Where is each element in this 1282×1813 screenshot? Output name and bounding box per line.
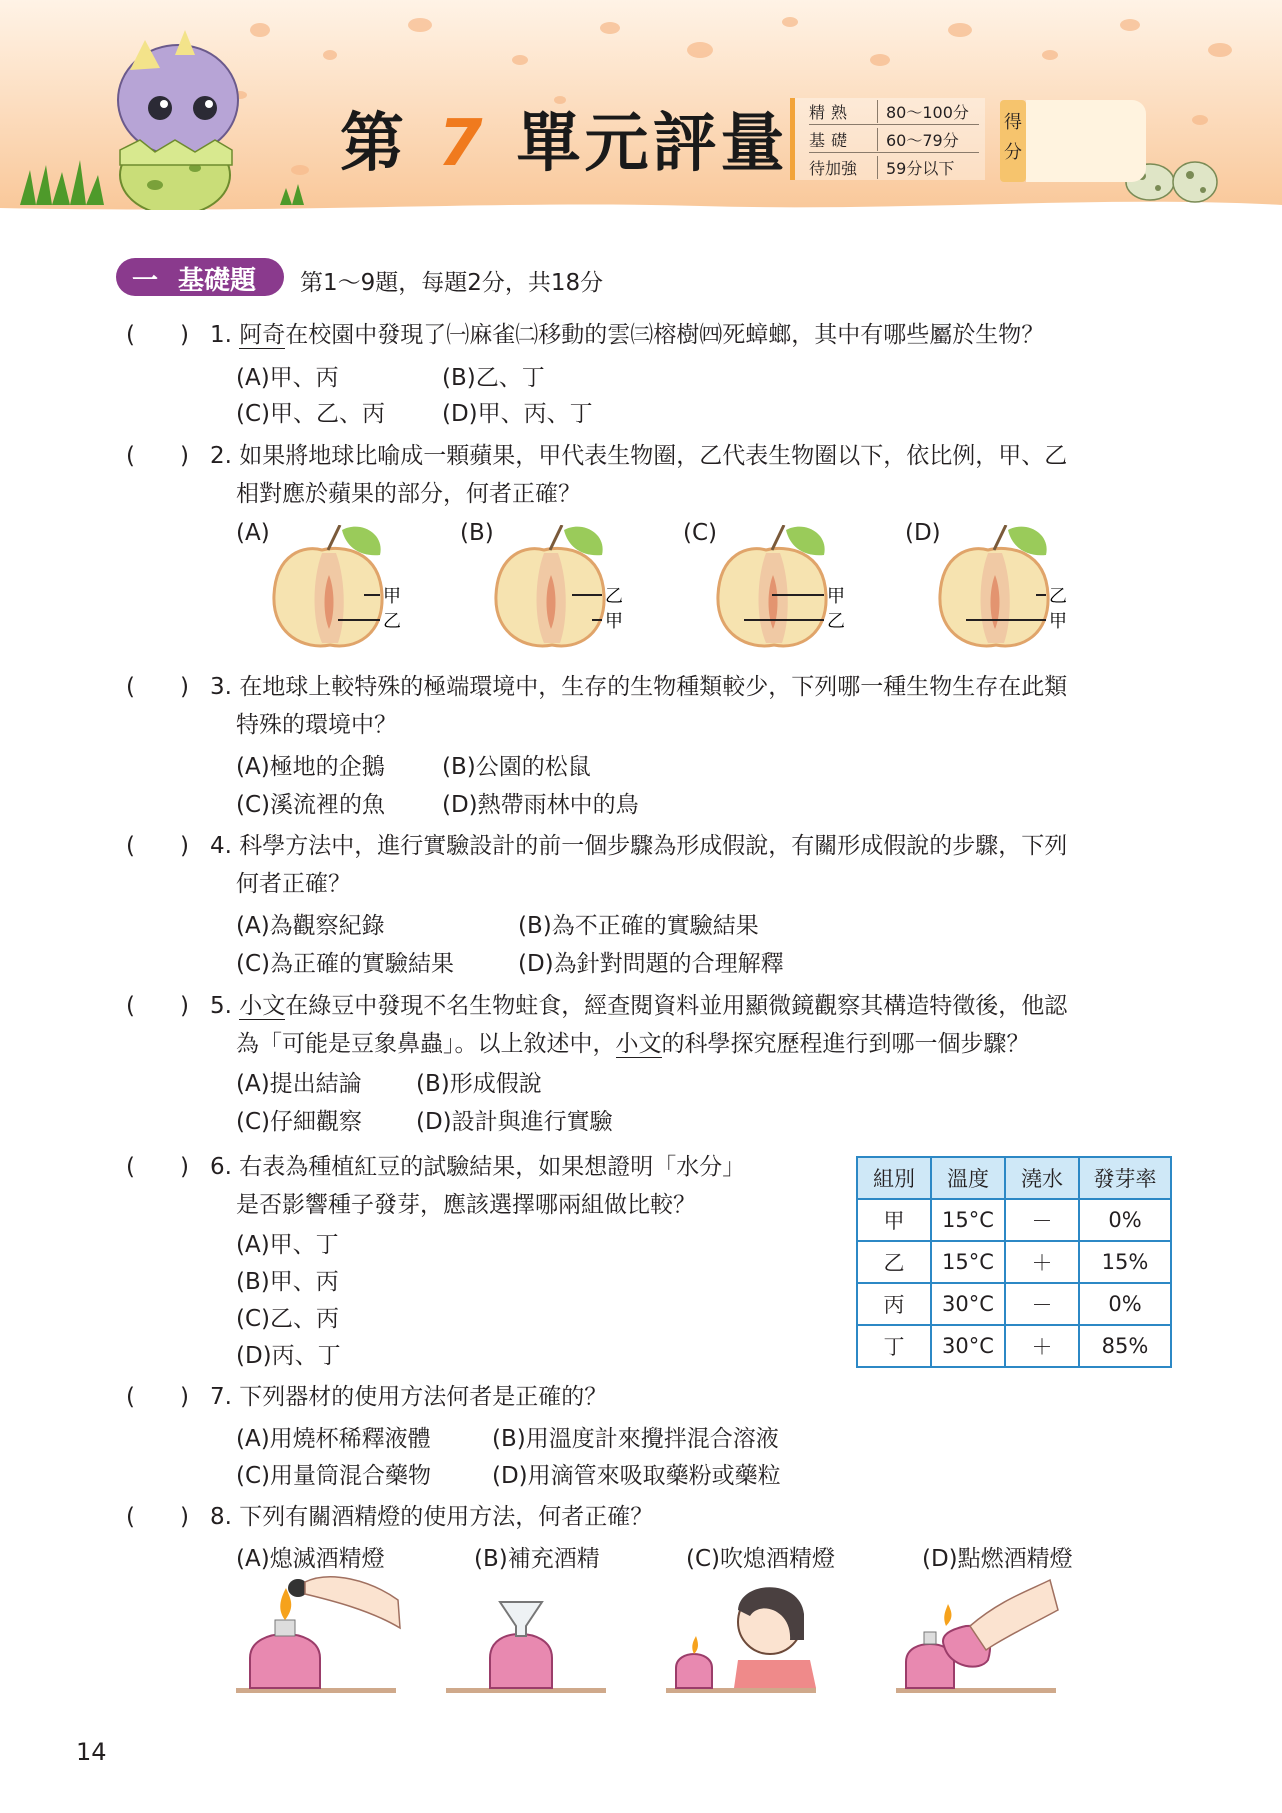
grade-row [809,156,979,180]
grade-scale [790,98,985,180]
option[interactable]: (D)點燃酒精燈 [922,1546,1073,1572]
question-1: ( ) 1. 阿奇在校園中發現了㈠麻雀㈡移動的雲㈢榕樹㈣死蟑螂，其中有哪些屬於生物？ [126,322,1045,348]
table-cell: 乙 [857,1241,931,1283]
option[interactable]: (B)用溫度計來攪拌混合溶液 [492,1426,779,1452]
option[interactable]: (A) [236,520,270,546]
table-row [857,1283,1171,1325]
apple-label: 甲 [383,586,401,607]
table-header: 澆水 [1005,1157,1079,1199]
page-number: 14 [76,1738,107,1766]
table-row [857,1199,1171,1241]
table-cell: ＋ [1005,1241,1079,1283]
question-text: 如果將地球比喻成一顆蘋果，甲代表生物圈，乙代表生物圈以下，依比例，甲、乙 [239,443,1068,469]
question-text-line2: 相對應於蘋果的部分，何者正確？ [236,481,581,507]
option[interactable]: (A)用燒杯稀釋液體 [236,1426,431,1452]
option[interactable]: (C)用量筒混合藥物 [236,1463,432,1489]
apple-label: 乙 [1049,586,1067,607]
question-text: 右表為種植紅豆的試驗結果，如果想證明「水分」 [239,1154,746,1180]
option[interactable]: (B)形成假說 [416,1071,542,1097]
person-name: 阿奇 [239,322,286,348]
apple-label: 乙 [383,611,401,632]
option[interactable]: (B)公園的松鼠 [442,754,591,780]
alcohol-lamp-illustrations [230,1570,1130,1705]
question-number: 1. [210,322,232,348]
option[interactable]: (C)吹熄酒精燈 [686,1546,836,1572]
question-7: ( ) 7. 下列器材的使用方法何者是正確的？ [126,1384,608,1410]
score-label: 得分 [1000,100,1026,182]
table-cell: － [1005,1283,1079,1325]
option[interactable]: (C)溪流裡的魚 [236,792,386,818]
option[interactable]: (B)補充酒精 [474,1546,600,1572]
grade-level: 待加強 [809,159,858,178]
table-header-row [857,1157,1171,1199]
question-6: ( ) 6. 右表為種植紅豆的試驗結果，如果想證明「水分」 是否影響種子發芽，應該選擇哪兩組做比較？ [118,1148,838,1224]
option[interactable]: (C) [683,520,718,546]
apple-label: 甲 [605,611,623,632]
apple-label: 乙 [827,611,845,632]
title-suffix: 單元評量 [516,107,789,181]
table-row [857,1325,1171,1367]
unit-number: 7 [438,107,487,181]
table-cell: － [1005,1199,1079,1241]
apple-a [274,525,401,646]
section-note: 第1～9題，每題2分，共18分 [300,270,604,296]
question-text-line2: 是否影響種子發芽，應該選擇哪兩組做比較？ [236,1192,696,1218]
option[interactable]: (B)甲、丙 [236,1269,339,1295]
apple-b [496,525,623,646]
apple-d [940,525,1067,646]
apple-diagram-set [260,525,1160,655]
table-cell: 0% [1079,1283,1171,1325]
table-cell: 30°C [931,1325,1005,1367]
option[interactable]: (D)用滴管來吸取藥粉或藥粒 [492,1463,781,1489]
question-text: 下列有關酒精燈的使用方法，何者正確？ [239,1504,654,1530]
question-number: 7. [210,1384,232,1410]
table-header: 組別 [857,1157,931,1199]
option[interactable]: (D)甲、丙、丁 [442,401,593,427]
option[interactable]: (A)為觀察紀錄 [236,913,385,939]
question-number: 5. [210,993,232,1019]
grade-range: 80～100分 [877,100,969,123]
table-row [857,1241,1171,1283]
option[interactable]: (A)提出結論 [236,1071,362,1097]
section-badge [116,258,284,296]
grade-range: 60～79分 [877,128,959,151]
table-cell: 0% [1079,1199,1171,1241]
section-number: 一 [132,266,159,296]
option[interactable]: (C)仔細觀察 [236,1109,363,1135]
grade-level: 基礎 [809,131,854,150]
grade-range: 59分以下 [877,156,954,179]
option[interactable]: (B)為不正確的實驗結果 [518,913,759,939]
question-4: ( ) 4. 科學方法中，進行實驗設計的前一個步驟為形成假說，有關形成假說的步驟，下列 何者正確？ [118,827,1168,903]
score-box[interactable] [1026,100,1146,182]
question-3: ( ) 3. 在地球上較特殊的極端環境中，生存的生物種類較少，下列哪一種生物生存在此類 特殊的環境中？ [118,668,1168,744]
question-number: 6. [210,1154,232,1180]
question-text-line2-end: 的科學探究歷程進行到哪一個步驟？ [661,1031,1030,1057]
lamp-extinguish-illustration [236,1577,400,1693]
sprout-results-table [856,1156,1172,1368]
option[interactable]: (D)設計與進行實驗 [416,1109,613,1135]
option[interactable]: (D)為針對問題的合理解釋 [518,951,784,977]
question-number: 2. [210,443,232,469]
lamp-refill-illustration [446,1602,606,1693]
table-header: 發芽率 [1079,1157,1171,1199]
question-2: ( ) 2. 如果將地球比喻成一顆蘋果，甲代表生物圈，乙代表生物圈以下，依比例，甲、乙 相對應於蘋果的部分，何者正確？ [118,437,1168,513]
grade-level: 精熟 [809,103,854,122]
table-cell: ＋ [1005,1325,1079,1367]
option[interactable]: (C)為正確的實驗結果 [236,951,455,977]
option[interactable]: (D) [905,520,941,546]
option[interactable]: (B) [460,520,494,546]
option[interactable]: (A)熄滅酒精燈 [236,1546,385,1572]
table-cell: 丙 [857,1283,931,1325]
question-text-line2: 為「可能是豆象鼻蟲」。以上敘述中， [236,1031,616,1057]
lamp-light-illustration [896,1580,1058,1693]
table-cell: 15°C [931,1199,1005,1241]
lamp-blow-illustration [666,1587,816,1693]
question-text-line2: 特殊的環境中？ [236,712,397,738]
question-5: ( ) 5. 小文在綠豆中發現不名生物蛀食，經查閱資料並用顯微鏡觀察其構造特徵後，他認 為「可能是豆象鼻蟲」。以上敘述中，小文的科學探究歷程進行到哪一個步驟？ [126,993,1068,1057]
person-name: 小文 [615,1031,662,1057]
question-text: 在校園中發現了㈠麻雀㈡移動的雲㈢榕樹㈣死蟑螂，其中有哪些屬於生物？ [285,322,1045,348]
table-header: 溫度 [931,1157,1005,1199]
option[interactable]: (A)甲、丙 [236,365,339,391]
unit-title [340,92,789,184]
option[interactable]: (C)甲、乙、丙 [236,401,386,427]
table-cell: 85% [1079,1325,1171,1367]
person-name: 小文 [239,993,286,1019]
option[interactable]: (D)丙、丁 [236,1343,341,1369]
grade-row [809,100,979,125]
question-text-line2: 何者正確？ [236,871,351,897]
question-text: 科學方法中，進行實驗設計的前一個步驟為形成假說，有關形成假說的步驟，下列 [239,833,1068,859]
title-prefix: 第 [340,107,408,181]
section-title: 基礎題 [178,266,257,296]
apple-label: 甲 [1049,611,1067,632]
apple-c [718,525,845,646]
option[interactable]: (B)乙、丁 [442,365,545,391]
question-number: 8. [210,1504,232,1530]
table-cell: 15°C [931,1241,1005,1283]
question-text: 在綠豆中發現不名生物蛀食，經查閱資料並用顯微鏡觀察其構造特徵後，他認 [285,993,1068,1019]
question-number: 4. [210,833,232,859]
option[interactable]: (D)熱帶雨林中的鳥 [442,792,639,818]
option[interactable]: (A)甲、丁 [236,1232,339,1258]
option[interactable]: (C)乙、丙 [236,1306,340,1332]
question-number: 3. [210,674,232,700]
question-8: ( ) 8. 下列有關酒精燈的使用方法，何者正確？ [126,1504,654,1530]
apple-label: 乙 [605,586,623,607]
table-cell: 15% [1079,1241,1171,1283]
option[interactable]: (A)極地的企鵝 [236,754,385,780]
apple-label: 甲 [827,586,845,607]
table-cell: 30°C [931,1283,1005,1325]
table-cell: 丁 [857,1325,931,1367]
question-text: 在地球上較特殊的極端環境中，生存的生物種類較少，下列哪一種生物生存在此類 [239,674,1068,700]
question-text: 下列器材的使用方法何者是正確的？ [239,1384,608,1410]
grade-row [809,128,979,153]
table-cell: 甲 [857,1199,931,1241]
